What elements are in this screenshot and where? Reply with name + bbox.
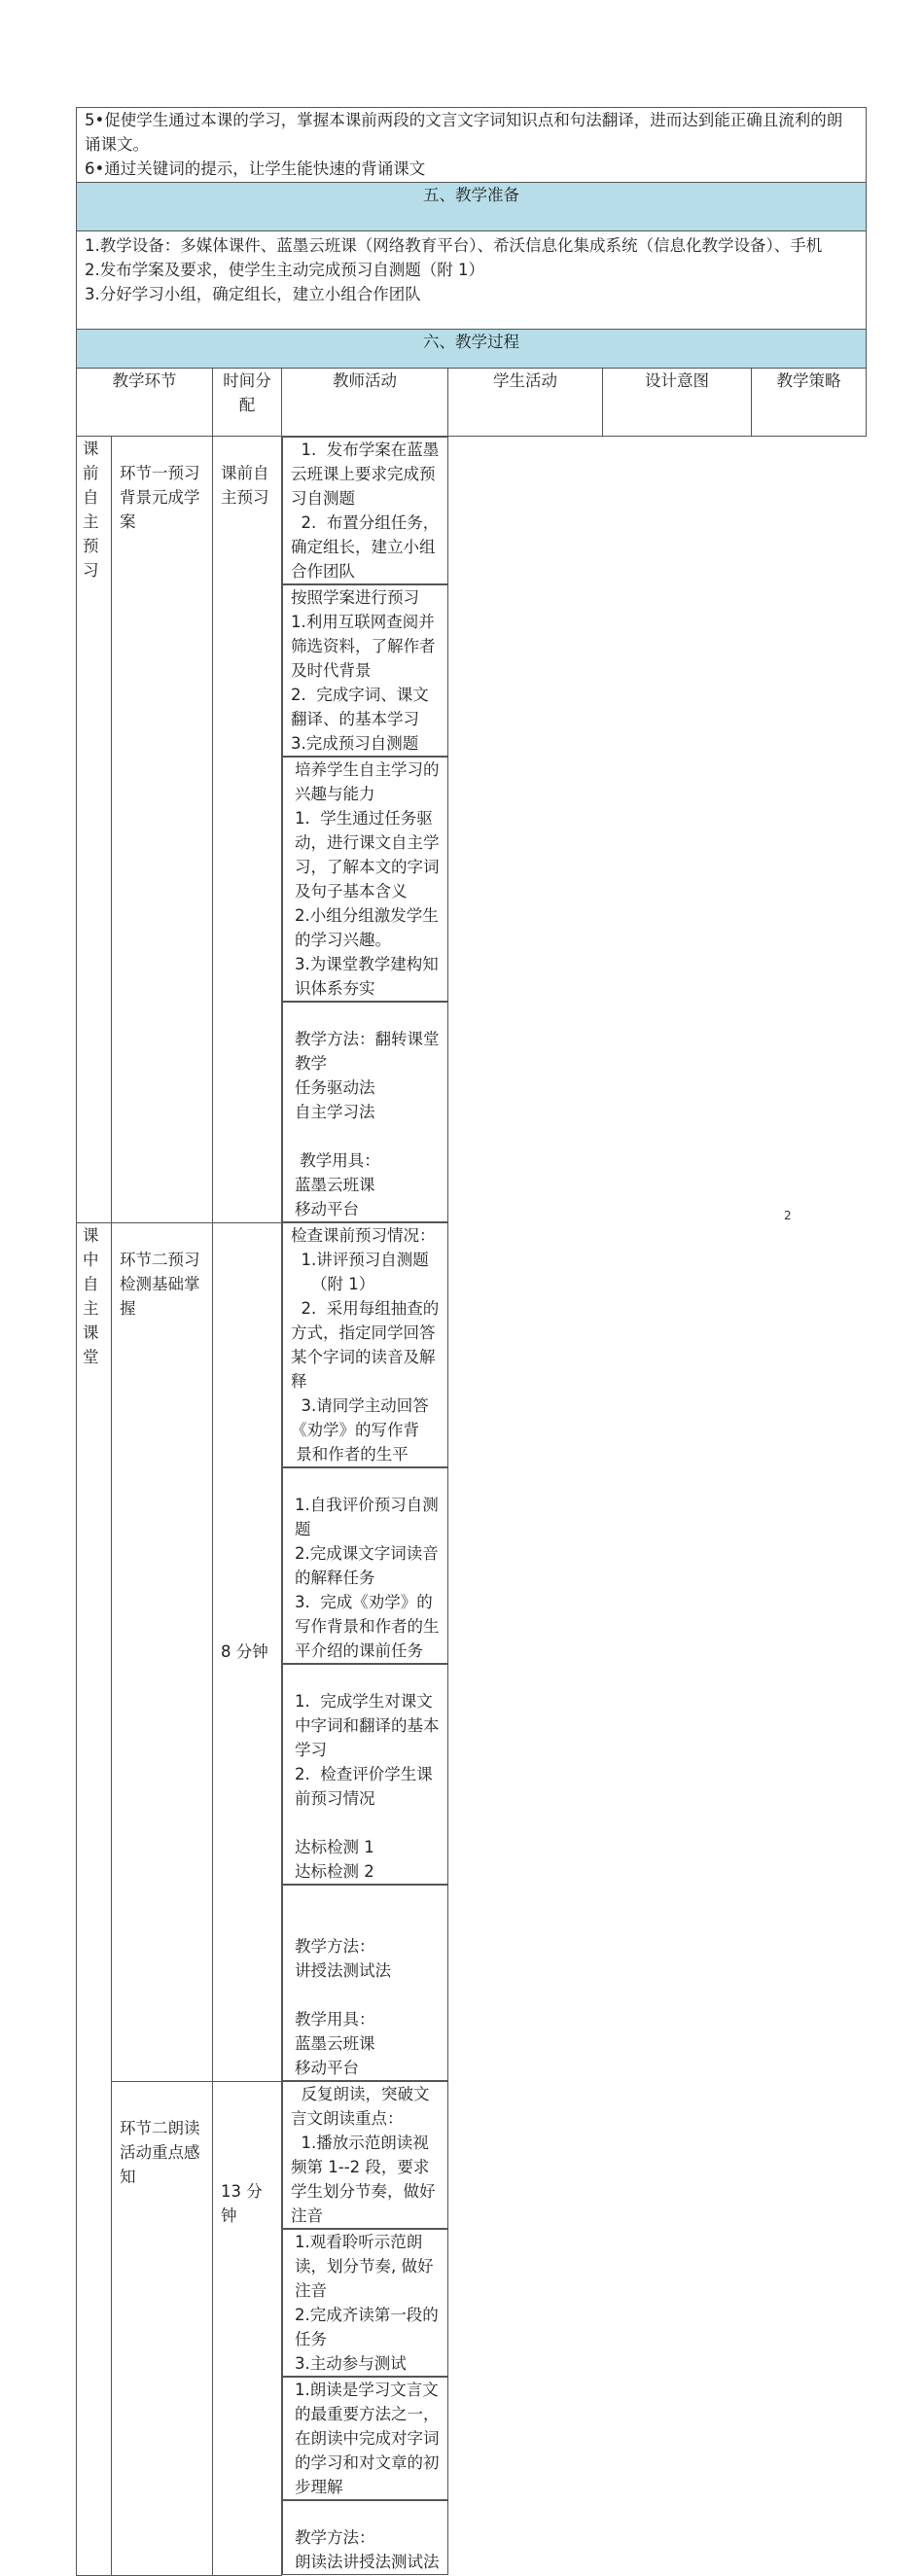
objectives-row [77, 108, 867, 183]
table-row [77, 437, 867, 1223]
preparation-item-1: 1.教学设备：多媒体课件、蓝墨云班课（网络教育平台）、希沃信息化集成系统（信息化教学设备）、手机 [85, 236, 823, 255]
header-student: 学生活动 [448, 369, 603, 437]
design-intent-cell: 1.朗读是学习文言文的最重要方法之一，在朗读中完成对字词的学习和对文章的初步理解 [282, 2377, 448, 2500]
header-strategy: 教学策略 [752, 369, 867, 437]
teacher-activity-cell: 检查课前预习情况： 1.讲评预习自测题 （附 1） 2. 采用每组抽查的方式，指定同学回答某个字词的读音及解释 3.请同学主动回答《劝学》的写作背 景和作者的生平 [282, 1222, 448, 1467]
stage-cell: 环节二朗读活动重点感知 [112, 2081, 213, 2575]
time-cell: 8 分钟 [213, 1222, 282, 2081]
stage-cell: 环节二预习检测基础掌握 [112, 1222, 213, 2081]
student-activity-cell: 1.观看聆听示范朗读，划分节奏, 做好注音 2.完成齐读第一段的任务 3.主动参与测试 [282, 2229, 448, 2377]
header-intent: 设计意图 [603, 369, 752, 437]
design-intent-cell: 1. 完成学生对课文中字词和翻译的基本学习 2. 检查评价学生课前预习情况 达标检测 1 达标检测 2 [282, 1664, 448, 1885]
objective-5: 5•促使学生通过本课的学习，掌握本课前两段的文言文字词知识点和句法翻译，进而达到能正确且流利的朗诵课文。 [85, 111, 843, 154]
column-header-row [77, 369, 867, 437]
lesson-plan-table [76, 107, 867, 2576]
objective-6: 6•通过关键词的提示，让学生能快速的背诵课文 [85, 159, 426, 178]
header-time: 时间分配 [213, 369, 282, 437]
design-intent-cell: 培养学生自主学习的兴趣与能力 1. 学生通过任务驱动，进行课文自主学习，了解本文的字词及句子基本含义 2.小组分组激发学生的学习兴趣。 3.为课堂教学建构知识体系夯实 [282, 757, 448, 1002]
objectives-cell [77, 108, 867, 183]
header-stage: 教学环节 [77, 369, 213, 437]
time-cell: 课前自主预习 [213, 437, 282, 1223]
header-teacher: 教师活动 [282, 369, 448, 437]
phase-cell: 课中自主课堂 [77, 1222, 112, 2575]
page-number: 2 [784, 1209, 792, 1222]
stage-cell: 环节一预习背景元成学案 [112, 437, 213, 1223]
section6-header-row [77, 330, 867, 369]
strategy-cell: 教学方法： 讲授法测试法 教学用具： 蓝墨云班课 移动平台 [282, 1885, 448, 2081]
teacher-activity-cell: 反复朗读，突破文言文朗读重点： 1.播放示范朗读视频第 1--2 段，要求学生划分节奏，做好注音 [282, 2081, 448, 2229]
teacher-activity-cell: 1. 发布学案在蓝墨云班课上要求完成预习自测题 2. 布置分组任务，确定组长，建立小组合作团队 [282, 437, 448, 584]
section6-title: 六、教学过程 [77, 330, 867, 369]
preparation-row [77, 231, 867, 330]
preparation-cell [77, 231, 867, 330]
student-activity-cell: 按照学案进行预习 1.利用互联网查阅并筛选资料，了解作者及时代背景 2. 完成字词、课文翻译、的基本学习 3.完成预习自测题 [282, 584, 448, 757]
time-cell: 13 分钟 [213, 2081, 282, 2575]
phase-cell: 课前自主预习 [77, 437, 112, 1223]
section5-header-row [77, 183, 867, 231]
strategy-cell: 教学方法： 朗读法讲授法测试法 [282, 2500, 448, 2575]
preparation-item-2: 2.发布学案及要求，使学生主动完成预习自测题（附 1） [85, 261, 484, 279]
student-activity-cell: 1.自我评价预习自测题 2.完成课文字词读音的解释任务 3. 完成《劝学》的写作背景和作者的生平介绍的课前任务 [282, 1467, 448, 1664]
section5-title: 五、教学准备 [77, 183, 867, 231]
preparation-item-3: 3.分好学习小组，确定组长，建立小组合作团队 [85, 285, 421, 303]
table-row [77, 2081, 867, 2575]
strategy-cell: 教学方法：翻转课堂教学 任务驱动法 自主学习法 教学用具： 蓝墨云班课 移动平台 [282, 1002, 448, 1222]
table-row [77, 1222, 867, 2081]
